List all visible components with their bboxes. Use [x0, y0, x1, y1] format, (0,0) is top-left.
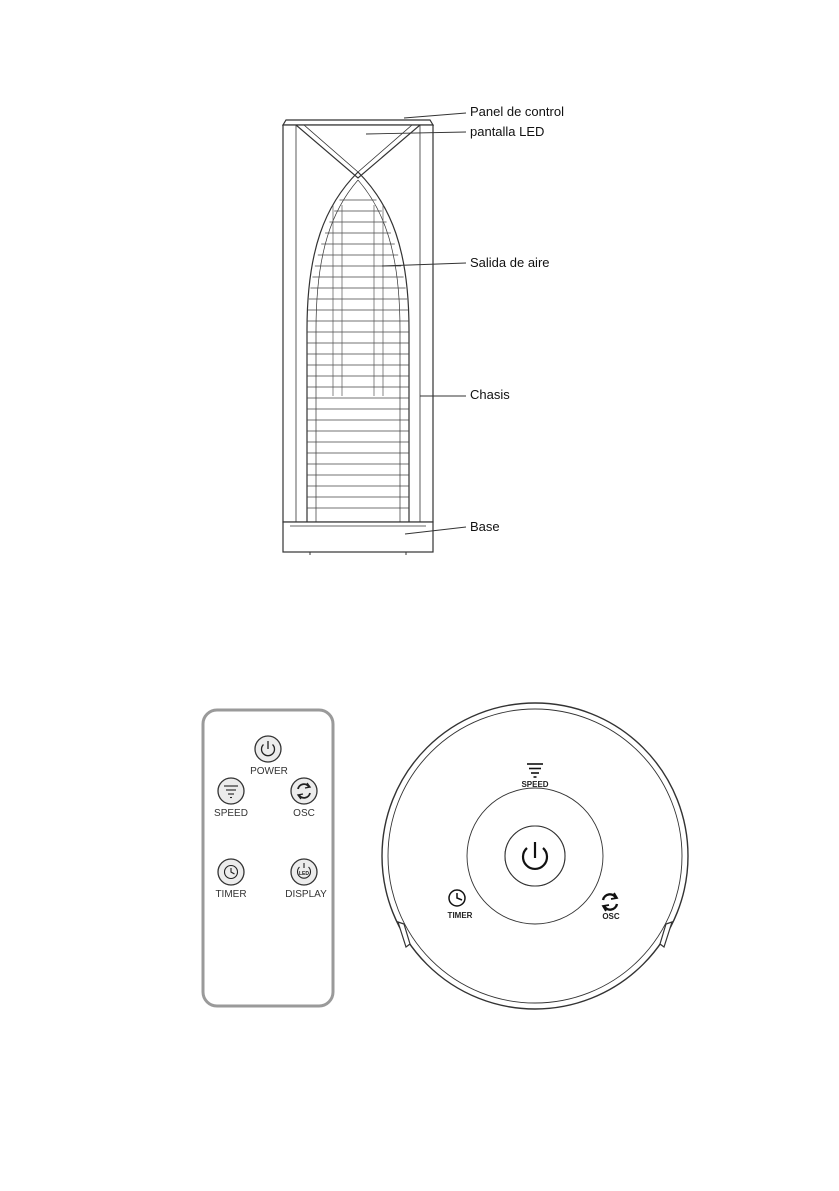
- clock-icon: [449, 890, 465, 906]
- callout-air-outlet: Salida de aire: [470, 255, 550, 270]
- remote-speed-label: SPEED: [214, 808, 248, 819]
- panel-timer-label: TIMER: [447, 911, 473, 920]
- panel-power-button[interactable]: [505, 826, 565, 886]
- remote-power-label: POWER: [250, 766, 288, 777]
- panel-osc-label: OSC: [602, 912, 620, 921]
- svg-text:LED: LED: [299, 871, 309, 877]
- remote-osc-label: OSC: [293, 808, 315, 819]
- callout-chassis: Chasis: [470, 387, 510, 402]
- panel-timer-touch[interactable]: [449, 890, 465, 906]
- callout-control-panel: Panel de control: [470, 104, 564, 119]
- oscillation-icon: [603, 893, 617, 911]
- remote-timer-label: TIMER: [215, 889, 247, 900]
- callout-led-display: pantalla LED: [470, 124, 545, 139]
- remote-display-label: DISPLAY: [285, 889, 327, 900]
- panel-speed-touch[interactable]: [527, 764, 543, 777]
- panel-osc-touch[interactable]: [603, 893, 617, 911]
- wifi-speed-icon: [527, 764, 543, 777]
- callout-base: Base: [470, 519, 500, 534]
- panel-speed-label: SPEED: [521, 780, 549, 789]
